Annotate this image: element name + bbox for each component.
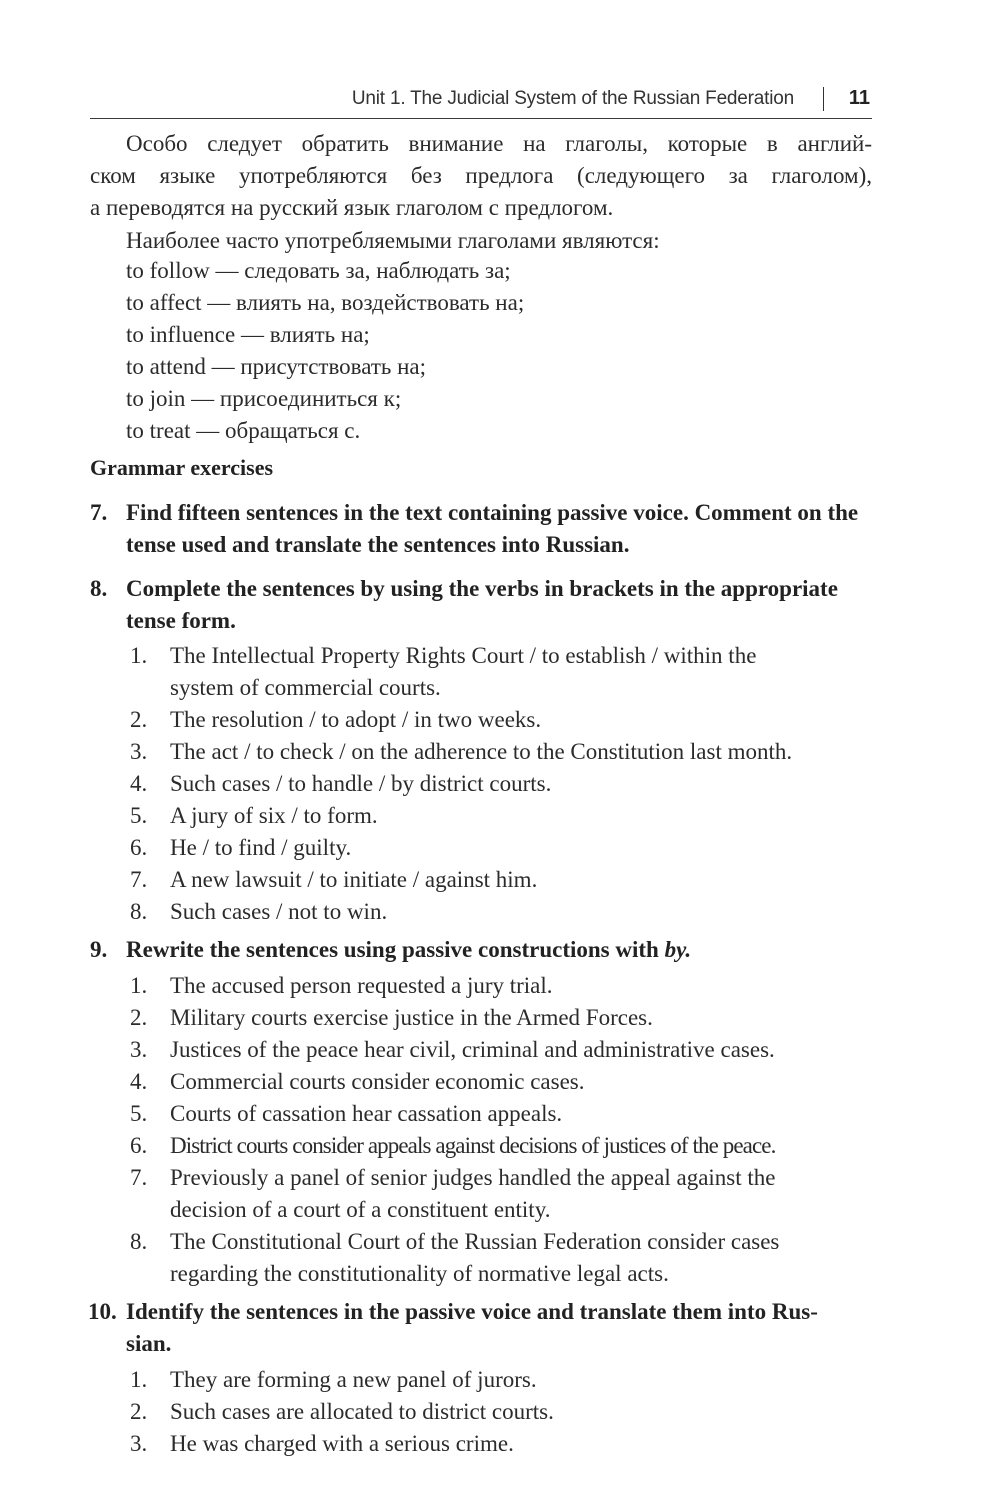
instruction-line: tense used and translate the sentences into Russian. bbox=[126, 532, 630, 557]
item-text: Previously a panel of senior judges handled the appeal against the bbox=[170, 1165, 776, 1190]
item-number: 8. bbox=[130, 899, 148, 924]
chapter-title: Unit 1. The Judicial System of the Russian Federation bbox=[351, 88, 794, 109]
item-number: 1. bbox=[130, 643, 148, 668]
item-number: 6. bbox=[130, 1133, 148, 1158]
running-header bbox=[90, 84, 872, 119]
exercise-number: 9. bbox=[90, 937, 108, 962]
item-text: The Intellectual Property Rights Court / to establish / within the bbox=[170, 643, 757, 668]
item-text: The act / to check / on the adherence to the Constitution last month. bbox=[170, 739, 793, 764]
item-text: Justices of the peace hear civil, criminal and administrative cases. bbox=[170, 1037, 775, 1062]
item-text: Such cases / to handle / by district courts. bbox=[170, 771, 552, 796]
intro-line-3: а переводятся на русский язык глаголом с предлогом. bbox=[90, 195, 614, 220]
verb-item-text: to influence — влиять на; bbox=[126, 322, 370, 347]
exercise-9 bbox=[90, 934, 872, 966]
item-number: 1. bbox=[130, 973, 148, 998]
item-number: 7. bbox=[130, 867, 148, 892]
exercise-number: 8. bbox=[90, 576, 108, 601]
item-number: 6. bbox=[130, 835, 148, 860]
exercise-number: 10. bbox=[88, 1299, 117, 1324]
item-number: 5. bbox=[130, 1101, 148, 1126]
verb-item-text: to follow — следовать за, наблюдать за; bbox=[126, 258, 511, 283]
verb-list-item bbox=[126, 384, 401, 414]
exercise-instruction bbox=[126, 497, 872, 561]
item-number: 2. bbox=[130, 707, 148, 732]
intro-line-1: Особо следует обратить внимание на глаголы, которые в англий- bbox=[126, 131, 872, 156]
verb-list-item bbox=[126, 320, 370, 350]
verb-list-item bbox=[126, 416, 360, 446]
item-text: decision of a court of a constituent entity. bbox=[170, 1197, 551, 1222]
item-text: District courts consider appeals against decisions of justices of the peace. bbox=[170, 1133, 776, 1158]
intro-line-2: ском языке употребляются без предлога (следующего за глаголом), bbox=[90, 163, 872, 188]
item-number: 3. bbox=[130, 739, 148, 764]
header-divider bbox=[823, 87, 825, 111]
item-number: 1. bbox=[130, 1367, 148, 1392]
item-number: 4. bbox=[130, 771, 148, 796]
item-number: 3. bbox=[130, 1431, 148, 1456]
verb-item-text: to affect — влиять на, воздействовать на; bbox=[126, 290, 525, 315]
verb-list-item bbox=[126, 288, 524, 318]
item-text: system of commercial courts. bbox=[170, 675, 441, 700]
intro-line-4: Наиболее часто употребляемыми глаголами являются: bbox=[126, 228, 660, 253]
verb-item-text: to join — присоединиться к; bbox=[126, 386, 402, 411]
exercise-instruction bbox=[126, 1296, 872, 1360]
item-text: He / to find / guilty. bbox=[170, 835, 352, 860]
exercise-8 bbox=[90, 573, 872, 637]
verb-list-item bbox=[126, 352, 426, 382]
exercise-instruction bbox=[126, 934, 872, 966]
item-text: They are forming a new panel of jurors. bbox=[170, 1367, 537, 1392]
item-number: 3. bbox=[130, 1037, 148, 1062]
instruction-emphasis: by. bbox=[664, 937, 692, 962]
item-text: Commercial courts consider economic cases. bbox=[170, 1069, 585, 1094]
item-number: 4. bbox=[130, 1069, 148, 1094]
item-number: 2. bbox=[130, 1399, 148, 1424]
item-number: 2. bbox=[130, 1005, 148, 1030]
item-text: He was charged with a serious crime. bbox=[170, 1431, 514, 1456]
verb-item-text: to attend — присутствовать на; bbox=[126, 354, 427, 379]
item-text: Courts of cassation hear cassation appeals. bbox=[170, 1101, 563, 1126]
item-text: Such cases / not to win. bbox=[170, 899, 388, 924]
instruction-line: sian. bbox=[126, 1331, 172, 1356]
item-text: A jury of six / to form. bbox=[170, 803, 378, 828]
item-number: 8. bbox=[130, 1229, 148, 1254]
page-number: 11 bbox=[848, 87, 870, 109]
item-text: regarding the constitutionality of normative legal acts. bbox=[170, 1261, 669, 1286]
exercise-7 bbox=[90, 497, 872, 561]
exercise-instruction bbox=[126, 573, 872, 637]
instruction-line: Complete the sentences by using the verbs in brackets in the appropriate bbox=[126, 576, 838, 601]
item-text: The Constitutional Court of the Russian Federation consider cases bbox=[170, 1229, 780, 1254]
item-number: 7. bbox=[130, 1165, 148, 1190]
instruction-line: Rewrite the sentences using passive constructions with bbox=[126, 937, 665, 962]
item-text: A new lawsuit / to initiate / against him. bbox=[170, 867, 538, 892]
item-text: The accused person requested a jury trial. bbox=[170, 973, 553, 998]
exercise-10 bbox=[90, 1296, 872, 1360]
section-heading: Grammar exercises bbox=[90, 455, 274, 480]
instruction-line: tense form. bbox=[126, 608, 236, 633]
item-text: Such cases are allocated to district courts. bbox=[170, 1399, 554, 1424]
exercise-number: 7. bbox=[90, 500, 108, 525]
item-text: Military courts exercise justice in the Armed Forces. bbox=[170, 1005, 653, 1030]
instruction-line: Identify the sentences in the passive voice and translate them into Rus- bbox=[126, 1299, 818, 1324]
item-number: 5. bbox=[130, 803, 148, 828]
verb-list-item bbox=[126, 256, 511, 286]
item-text: The resolution / to adopt / in two weeks. bbox=[170, 707, 542, 732]
verb-item-text: to treat — обращаться с. bbox=[126, 418, 361, 443]
instruction-line: Find fifteen sentences in the text containing passive voice. Comment on the bbox=[126, 500, 859, 525]
